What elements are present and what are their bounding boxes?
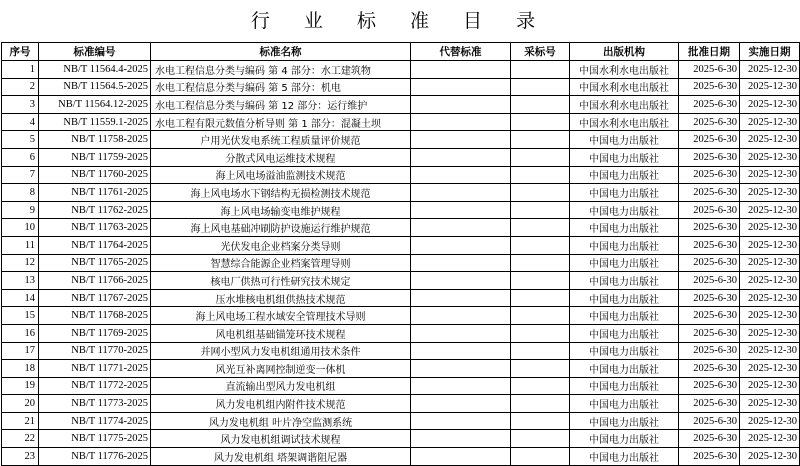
row-code: NB/T 11763-2025 [39,219,151,237]
table-row [2,289,800,307]
table-row [2,430,800,448]
row-name: 核电厂供热可行性研究技术规定 [151,272,411,290]
row-index: 7 [2,166,39,184]
row-name: 海上风电场水下钢结构无损检测技术规范 [151,184,411,202]
row-index: 9 [2,201,39,219]
row-approve-date: 2025-6-30 [679,395,740,413]
header-approve-date: 批准日期 [679,43,740,61]
row-publisher: 中国电力出版社 [570,412,679,430]
table-row [2,131,800,149]
table-row [2,377,800,395]
row-index: 8 [2,184,39,202]
row-adopted [511,289,570,307]
row-effective-date: 2025-12-30 [740,96,800,114]
row-name: 水电工程信息分类与编码 第 4 部分：水工建筑物 [151,61,411,79]
header-publisher: 出版机构 [570,43,679,61]
row-effective-date: 2025-12-30 [740,184,800,202]
row-index: 22 [2,430,39,448]
row-approve-date: 2025-6-30 [679,96,740,114]
row-replaces [411,377,511,395]
row-approve-date: 2025-6-30 [679,272,740,290]
row-publisher: 中国电力出版社 [570,148,679,166]
row-publisher: 中国电力出版社 [570,272,679,290]
row-name: 水电工程有限元数值分析导则 第 1 部分：混凝土坝 [151,113,411,131]
row-adopted [511,412,570,430]
row-code: NB/T 11760-2025 [39,166,151,184]
table-row [2,324,800,342]
row-replaces [411,166,511,184]
row-publisher: 中国电力出版社 [570,448,679,466]
row-code: NB/T 11771-2025 [39,360,151,378]
row-adopted [511,166,570,184]
header-name: 标准名称 [151,43,411,61]
row-index: 1 [2,61,39,79]
row-index: 20 [2,395,39,413]
table-row [2,61,800,79]
row-code: NB/T 11761-2025 [39,184,151,202]
row-replaces [411,412,511,430]
row-publisher: 中国电力出版社 [570,254,679,272]
row-approve-date: 2025-6-30 [679,377,740,395]
row-name: 水电工程信息分类与编码 第 5 部分：机电 [151,78,411,96]
row-code: NB/T 11564.5-2025 [39,78,151,96]
row-name: 海上风电基础冲刷防护设施运行维护规范 [151,219,411,237]
row-publisher: 中国电力出版社 [570,360,679,378]
row-code: NB/T 11766-2025 [39,272,151,290]
row-approve-date: 2025-6-30 [679,113,740,131]
row-name: 风电机组基础锚笼环技术规程 [151,324,411,342]
row-index: 13 [2,272,39,290]
row-index: 17 [2,342,39,360]
row-effective-date: 2025-12-30 [740,201,800,219]
row-adopted [511,272,570,290]
row-name: 光伏发电企业档案分类导则 [151,236,411,254]
table-row [2,78,800,96]
row-adopted [511,342,570,360]
row-effective-date: 2025-12-30 [740,254,800,272]
header-code: 标准编号 [39,43,151,61]
table-row [2,412,800,430]
row-code: NB/T 11762-2025 [39,201,151,219]
row-replaces [411,324,511,342]
row-publisher: 中国电力出版社 [570,377,679,395]
row-adopted [511,360,570,378]
row-publisher: 中国电力出版社 [570,395,679,413]
row-index: 10 [2,219,39,237]
table-row [2,395,800,413]
row-approve-date: 2025-6-30 [679,342,740,360]
row-effective-date: 2025-12-30 [740,324,800,342]
row-publisher: 中国电力出版社 [570,236,679,254]
row-adopted [511,324,570,342]
row-adopted [511,377,570,395]
row-adopted [511,201,570,219]
table-row [2,448,800,466]
row-name: 海上风电场输变电维护规程 [151,201,411,219]
row-approve-date: 2025-6-30 [679,184,740,202]
row-effective-date: 2025-12-30 [740,272,800,290]
row-replaces [411,289,511,307]
row-adopted [511,430,570,448]
row-name: 风力发电机组调试技术规程 [151,430,411,448]
row-publisher: 中国电力出版社 [570,430,679,448]
row-approve-date: 2025-6-30 [679,254,740,272]
row-replaces [411,307,511,325]
row-code: NB/T 11767-2025 [39,289,151,307]
row-code: NB/T 11759-2025 [39,148,151,166]
row-approve-date: 2025-6-30 [679,289,740,307]
table-row [2,166,800,184]
row-adopted [511,184,570,202]
table-row [2,184,800,202]
row-name: 户用光伏发电系统工程质量评价规范 [151,131,411,149]
row-replaces [411,342,511,360]
row-adopted [511,113,570,131]
row-name: 并网小型风力发电机组通用技术条件 [151,342,411,360]
row-effective-date: 2025-12-30 [740,236,800,254]
row-effective-date: 2025-12-30 [740,113,800,131]
row-code: NB/T 11765-2025 [39,254,151,272]
row-adopted [511,448,570,466]
row-effective-date: 2025-12-30 [740,166,800,184]
row-approve-date: 2025-6-30 [679,148,740,166]
row-index: 3 [2,96,39,114]
row-adopted [511,148,570,166]
row-name: 智慧综合能源企业档案管理导则 [151,254,411,272]
row-effective-date: 2025-12-30 [740,412,800,430]
row-adopted [511,78,570,96]
row-effective-date: 2025-12-30 [740,395,800,413]
row-publisher: 中国电力出版社 [570,307,679,325]
row-replaces [411,254,511,272]
row-replaces [411,184,511,202]
table-row [2,254,800,272]
table-row [2,272,800,290]
row-name: 风光互补离网控制逆变一体机 [151,360,411,378]
table-row [2,236,800,254]
header-effective-date: 实施日期 [740,43,800,61]
row-index: 23 [2,448,39,466]
row-name: 风力发电机组内附件技术规范 [151,395,411,413]
row-publisher: 中国电力出版社 [570,289,679,307]
row-adopted [511,395,570,413]
row-code: NB/T 11770-2025 [39,342,151,360]
header-index: 序号 [2,43,39,61]
row-code: NB/T 11758-2025 [39,131,151,149]
row-approve-date: 2025-6-30 [679,219,740,237]
row-replaces [411,236,511,254]
row-name: 海上风电场溢油监测技术规范 [151,166,411,184]
row-approve-date: 2025-6-30 [679,307,740,325]
row-approve-date: 2025-6-30 [679,324,740,342]
row-approve-date: 2025-6-30 [679,412,740,430]
row-publisher: 中国水利水电出版社 [570,113,679,131]
row-code: NB/T 11764-2025 [39,236,151,254]
row-approve-date: 2025-6-30 [679,166,740,184]
row-effective-date: 2025-12-30 [740,78,800,96]
header-replaces: 代替标准 [411,43,511,61]
table-row [2,113,800,131]
row-replaces [411,131,511,149]
row-replaces [411,395,511,413]
row-name: 分散式风电运维技术规程 [151,148,411,166]
row-index: 18 [2,360,39,378]
table-row [2,342,800,360]
row-code: NB/T 11768-2025 [39,307,151,325]
table-row [2,148,800,166]
row-index: 12 [2,254,39,272]
row-replaces [411,219,511,237]
row-adopted [511,61,570,79]
table-row [2,201,800,219]
row-replaces [411,360,511,378]
row-name: 直流输出型风力发电机组 [151,377,411,395]
row-approve-date: 2025-6-30 [679,430,740,448]
row-publisher: 中国电力出版社 [570,201,679,219]
row-index: 16 [2,324,39,342]
row-approve-date: 2025-6-30 [679,236,740,254]
row-replaces [411,201,511,219]
row-publisher: 中国水利水电出版社 [570,96,679,114]
row-code: NB/T 11775-2025 [39,430,151,448]
row-index: 19 [2,377,39,395]
row-effective-date: 2025-12-30 [740,342,800,360]
row-code: NB/T 11772-2025 [39,377,151,395]
row-publisher: 中国电力出版社 [570,219,679,237]
row-name: 风力发电机组 叶片净空监测系统 [151,412,411,430]
row-publisher: 中国电力出版社 [570,131,679,149]
row-publisher: 中国电力出版社 [570,324,679,342]
row-effective-date: 2025-12-30 [740,61,800,79]
row-replaces [411,78,511,96]
table-row [2,96,800,114]
row-index: 5 [2,131,39,149]
row-code: NB/T 11776-2025 [39,448,151,466]
row-adopted [511,219,570,237]
row-name: 风力发电机组 塔架调谐阻尼器 [151,448,411,466]
row-code: NB/T 11564.12-2025 [39,96,151,114]
table-header-row [2,43,800,61]
row-replaces [411,272,511,290]
row-effective-date: 2025-12-30 [740,377,800,395]
row-replaces [411,96,511,114]
row-index: 14 [2,289,39,307]
row-effective-date: 2025-12-30 [740,289,800,307]
table-row [2,360,800,378]
row-adopted [511,254,570,272]
table-row [2,307,800,325]
row-effective-date: 2025-12-30 [740,307,800,325]
row-replaces [411,113,511,131]
row-publisher: 中国电力出版社 [570,184,679,202]
row-adopted [511,131,570,149]
row-effective-date: 2025-12-30 [740,219,800,237]
page-title: 行 业 标 准 目 录 [250,10,550,32]
row-approve-date: 2025-6-30 [679,201,740,219]
row-index: 6 [2,148,39,166]
table-row [2,219,800,237]
standards-table [1,42,800,466]
row-approve-date: 2025-6-30 [679,131,740,149]
row-approve-date: 2025-6-30 [679,360,740,378]
row-code: NB/T 11564.4-2025 [39,61,151,79]
row-index: 2 [2,78,39,96]
row-approve-date: 2025-6-30 [679,61,740,79]
row-index: 11 [2,236,39,254]
row-name: 水电工程信息分类与编码 第 12 部分：运行维护 [151,96,411,114]
row-adopted [511,307,570,325]
row-adopted [511,96,570,114]
row-replaces [411,61,511,79]
row-publisher: 中国水利水电出版社 [570,61,679,79]
row-effective-date: 2025-12-30 [740,360,800,378]
row-code: NB/T 11774-2025 [39,412,151,430]
row-effective-date: 2025-12-30 [740,148,800,166]
header-adopted: 采标号 [511,43,570,61]
row-publisher: 中国电力出版社 [570,166,679,184]
row-replaces [411,448,511,466]
row-publisher: 中国水利水电出版社 [570,78,679,96]
row-publisher: 中国电力出版社 [570,342,679,360]
row-effective-date: 2025-12-30 [740,448,800,466]
row-adopted [511,236,570,254]
row-index: 15 [2,307,39,325]
row-code: NB/T 11559.1-2025 [39,113,151,131]
row-replaces [411,148,511,166]
row-code: NB/T 11769-2025 [39,324,151,342]
row-name: 压水堆核电机组供热技术规范 [151,289,411,307]
row-replaces [411,430,511,448]
row-index: 4 [2,113,39,131]
row-approve-date: 2025-6-30 [679,78,740,96]
row-effective-date: 2025-12-30 [740,430,800,448]
row-effective-date: 2025-12-30 [740,131,800,149]
row-index: 21 [2,412,39,430]
row-approve-date: 2025-6-30 [679,448,740,466]
row-name: 海上风电场工程水域安全管理技术导则 [151,307,411,325]
row-code: NB/T 11773-2025 [39,395,151,413]
table-body [2,61,800,466]
